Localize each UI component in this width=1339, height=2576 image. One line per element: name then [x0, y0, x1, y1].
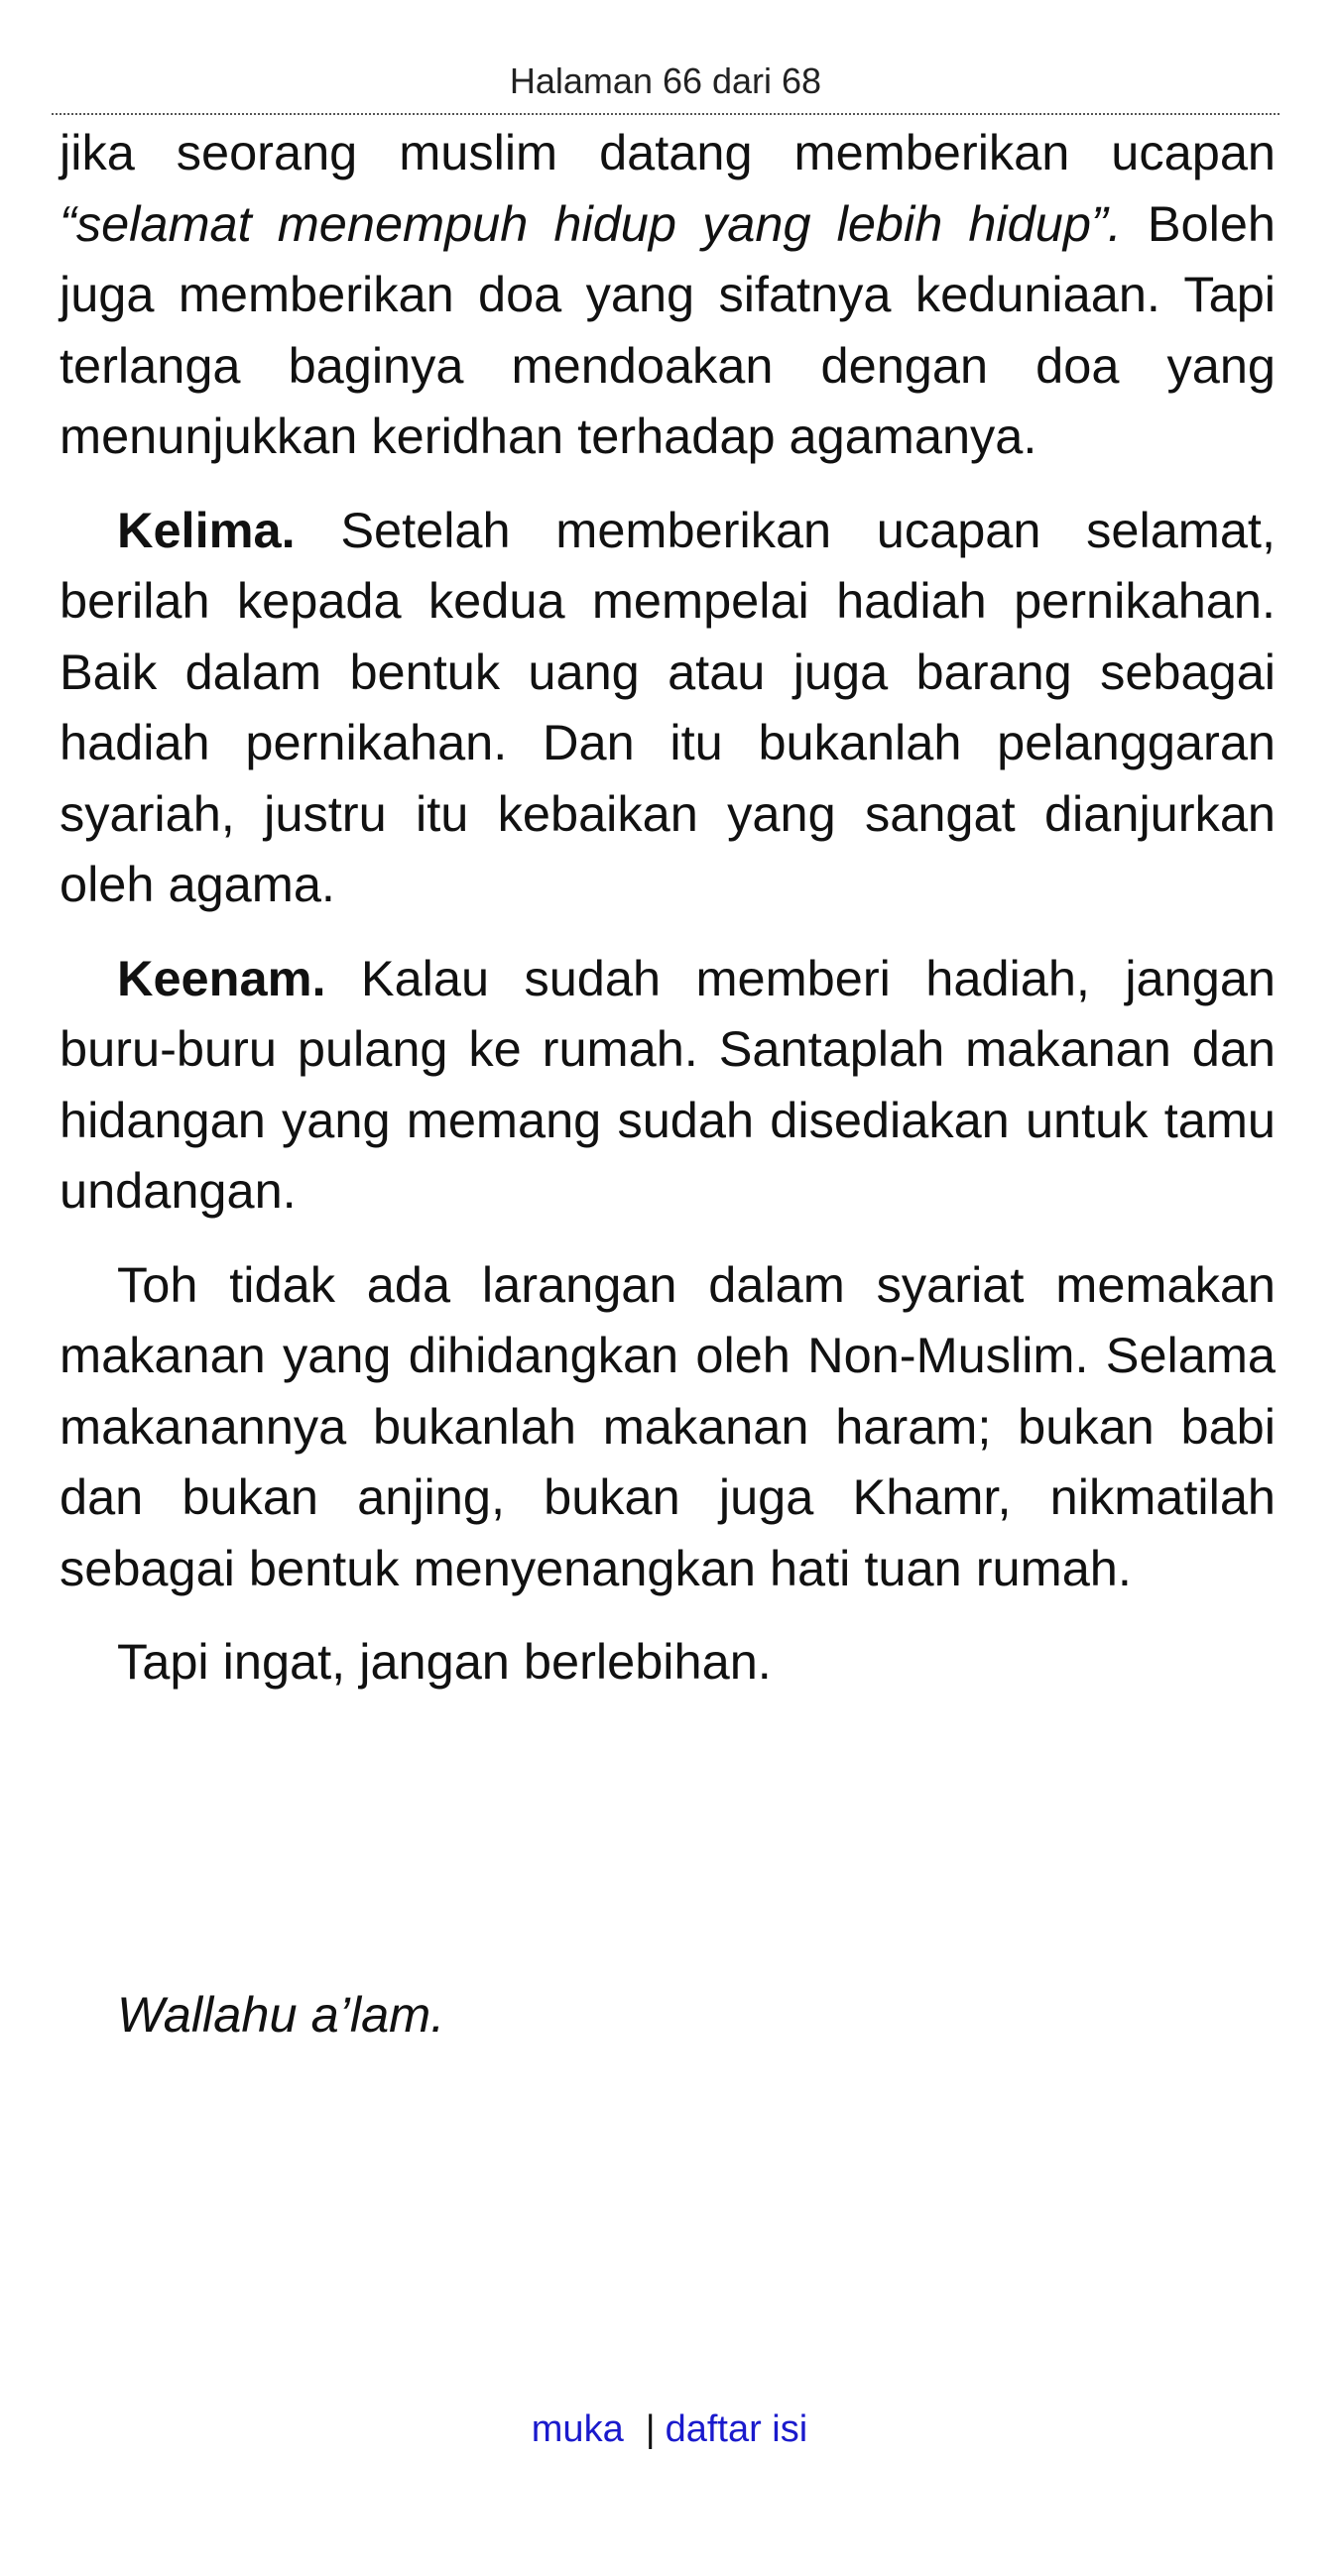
paragraph-1-quote: “selamat menempuh hidup yang lebih hidup”.: [60, 194, 1122, 252]
paragraph-4-text: Toh tidak ada larangan dalam syariat memakan makanan yang dihidangkan oleh Non-Muslim. Selama makanannya bukanlah makanan haram; bukan babi dan bukan anjing, bukan juga Khamr, nikmatilah sebagai bentuk menyenangkan hati tuan rumah.: [60, 1255, 1276, 1596]
page-indicator: Halaman 66 dari 68: [509, 60, 822, 101]
paragraph-2-text: Setelah memberikan ucapan selamat, berilah kepada kedua mempelai hadiah pernikahan. Baik dalam bentuk uang atau juga barang sebagai hadiah pernikahan. Dan itu bukanlah pelanggaran syariah, justru itu kebaikan yang sangat dianjurkan oleh agama.: [60, 501, 1276, 912]
closing-phrase: Wallahu a’lam.: [117, 1986, 445, 2043]
page-header: [52, 56, 1279, 115]
paragraph-1: [60, 117, 1276, 472]
paragraph-3-text: Kalau sudah memberi hadiah, jangan buru-buru pulang ke rumah. Santaplah makanan dan hidangan yang memang sudah disediakan untuk tamu undangan.: [60, 949, 1276, 1219]
paragraph-3: [60, 943, 1276, 1227]
document-body: [60, 117, 1276, 1698]
footer-navigation: [0, 2404, 1339, 2454]
footer-separator: |: [645, 2408, 656, 2450]
paragraph-3-lead: Keenam.: [117, 949, 326, 1006]
paragraph-4: [60, 1249, 1276, 1604]
paragraph-2: [60, 495, 1276, 920]
paragraph-5: [60, 1626, 1276, 1698]
cover-link[interactable]: muka: [531, 2408, 624, 2450]
paragraph-2-lead: Kelima.: [117, 501, 296, 558]
paragraph-5-text: Tapi ingat, jangan berlebihan.: [117, 1633, 772, 1690]
paragraph-1-text-b: Boleh juga memberikan doa yang sifatnya keduniaan. Tapi terlanga baginya mendoakan dengan doa yang menunjukkan keridhan terhadap agamanya.: [60, 194, 1276, 464]
paragraph-1-text-a: jika seorang muslim datang memberikan ucapan: [60, 124, 1276, 180]
table-of-contents-link[interactable]: daftar isi: [665, 2408, 808, 2450]
